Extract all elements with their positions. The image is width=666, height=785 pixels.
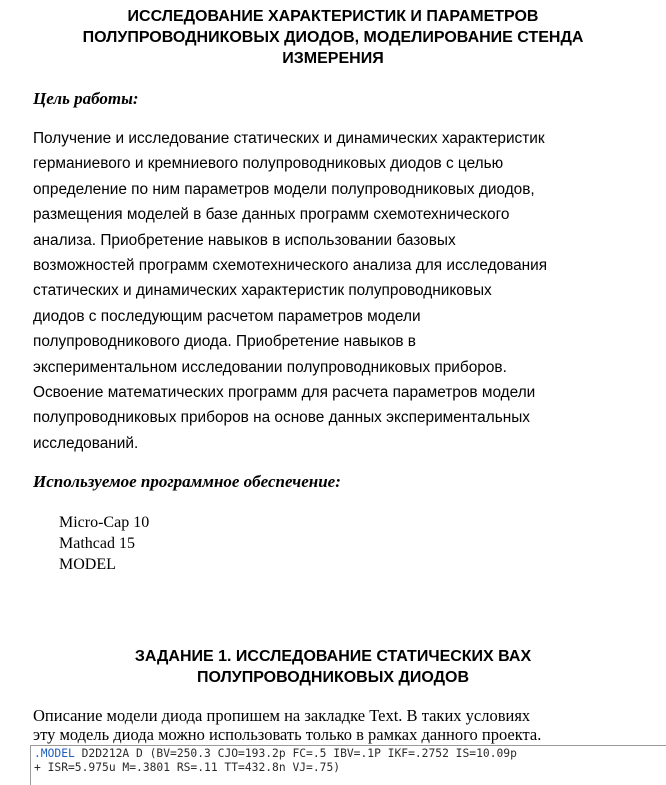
task-title-line: ЗАДАНИЕ 1. ИССЛЕДОВАНИЕ СТАТИЧЕСКИХ ВАХ xyxy=(134,648,532,665)
goal-line: размещения моделей в базе данных программ схемотехнического xyxy=(33,206,510,224)
goal-line: полупроводниковых приборов на основе данных экспериментальных xyxy=(33,409,530,427)
task-title-line: ПОЛУПРОВОДНИКОВЫХ ДИОДОВ xyxy=(196,669,470,686)
title-line: ПОЛУПРОВОДНИКОВЫХ ДИОДОВ, МОДЕЛИРОВАНИЕ СТЕНДА xyxy=(82,29,584,46)
goal-line: возможностей программ схемотехнического анализа для исследования xyxy=(33,257,548,275)
goal-line: полупроводникового диода. Приобретение навыков в xyxy=(33,333,416,351)
software-heading: Используемое программное обеспечение: xyxy=(33,472,341,491)
software-list xyxy=(59,512,149,575)
list-item: MODEL xyxy=(59,556,116,573)
title-line: ИССЛЕДОВАНИЕ ХАРАКТЕРИСТИК И ПАРАМЕТРОВ xyxy=(127,8,539,25)
code-keyword: .MODEL xyxy=(34,747,75,760)
code-line xyxy=(34,747,666,761)
goal-line: германиевого и кремниевого полупроводниковых диодов с целью xyxy=(33,155,504,173)
document-title xyxy=(40,6,626,69)
goal-line: экспериментальном исследовании полупроводниковых приборов. xyxy=(33,358,507,376)
model-code-editor[interactable] xyxy=(30,745,666,785)
code-line: + ISR=5.975u M=.3801 RS=.11 TT=432.8n VJ=.75) xyxy=(34,761,341,774)
title-line: ИЗМЕРЕНИЯ xyxy=(282,50,384,67)
list-item: Mathcad 15 xyxy=(59,535,135,552)
goal-line: Получение и исследование статических и динамических характеристик xyxy=(33,130,545,147)
description-line: Описание модели диода пропишем на закладке Text. В таких условиях xyxy=(33,706,531,725)
goal-heading: Цель работы: xyxy=(33,89,139,108)
model-description xyxy=(33,706,653,744)
goal-line: анализа. Приобретение навыков в использовании базовых xyxy=(33,231,456,249)
goal-paragraph xyxy=(33,126,648,456)
goal-line: исследований. xyxy=(33,434,139,452)
goal-line: статических и динамических характеристик полупроводниковых xyxy=(33,282,492,300)
list-item: Micro-Cap 10 xyxy=(59,514,150,531)
description-line: эту модель диода можно использовать только в рамках данного проекта. xyxy=(33,725,542,744)
goal-line: диодов с последующим расчетом параметров модели xyxy=(33,307,421,325)
goal-line: определение по ним параметров модели полупроводниковых диодов, xyxy=(33,180,535,198)
goal-line: Освоение математических программ для расчета параметров модели xyxy=(33,384,536,402)
task-title xyxy=(40,646,626,688)
code-line-text: D2D212A D (BV=250.3 CJO=193.2p FC=.5 IBV=.1P IKF=.2752 IS=10.09p xyxy=(74,747,517,760)
